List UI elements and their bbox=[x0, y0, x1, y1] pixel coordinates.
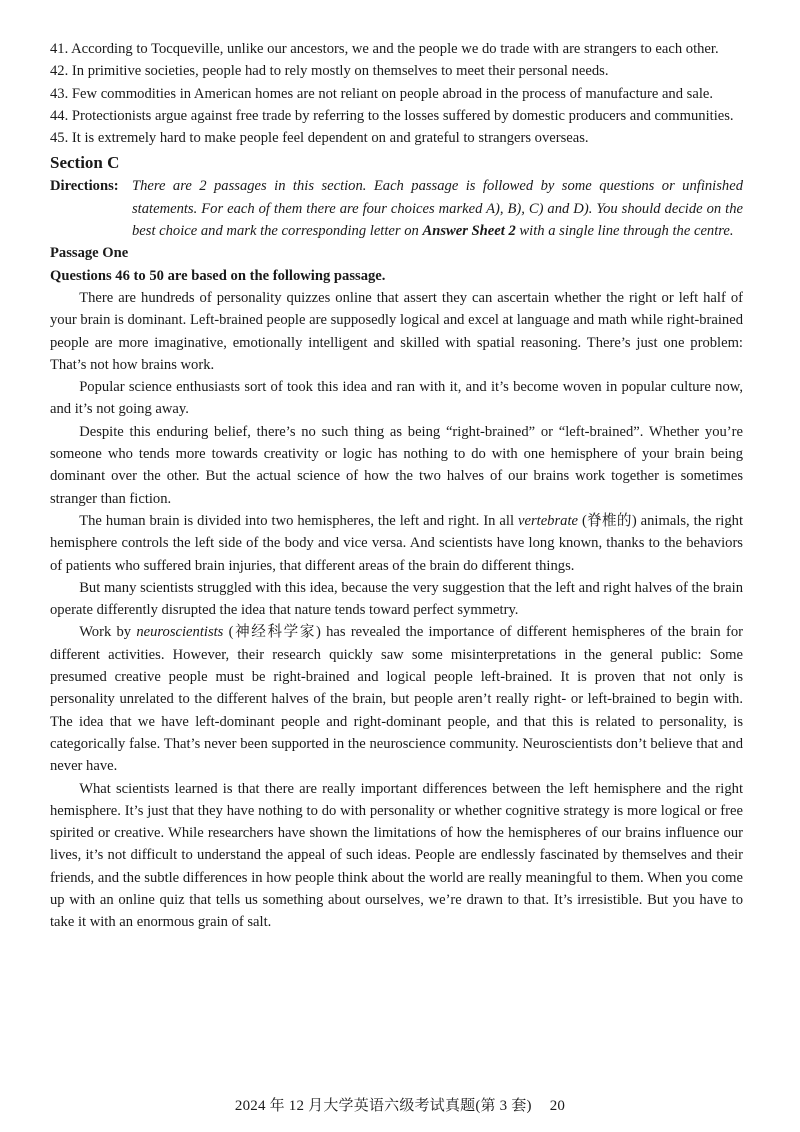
answer-sheet-ref: Answer Sheet 2 bbox=[422, 223, 516, 240]
directions-label: Directions: bbox=[50, 178, 119, 195]
chinese-gloss: (神经科学家) bbox=[228, 624, 321, 641]
statement-number: 41. bbox=[50, 41, 69, 57]
statement-number: 45. bbox=[50, 130, 69, 147]
statement-text: Protectionists argue against free trade by referring to the losses suffered by domestic producers and communities. bbox=[71, 107, 734, 124]
section-title: Section C bbox=[50, 153, 120, 173]
paragraph-6: Work by neuroscientists (神经科学家) has revealed the importance of different hemispheres of the brain for different activities. However, their research quickly saw some misinterpretations in the general public: Some presumed creative people must be right-brained and logical people left-brained. It is proven that not only is personality unrelated to the different halves of the brain, but people aren’t really right- or left-brained to begin with. The idea that we have left-dominant people and right-dominant people, and that this is related to personality, is categorically false. That’s never been supported in the neuroscience community. Neuroscientists don’t believe that and never have. bbox=[50, 624, 743, 775]
statement-45 bbox=[50, 127, 743, 149]
statement-41 bbox=[50, 38, 743, 60]
paragraph-3: Despite this enduring belief, there’s no such thing as being “right-brained” or “left-brained”. Whether you’re someone who tends more towards creativity or logic has nothing to do with one hemisphere of your brain being dominant over the other. But the actual science of how the two halves of our brains work together is sometimes stranger than fiction. bbox=[50, 423, 743, 507]
statement-text: It is extremely hard to make people feel dependent on and grateful to strangers overseas. bbox=[71, 130, 589, 147]
paragraph-5: But many scientists struggled with this idea, because the very suggestion that the left and right halves of the brain operate differently disrupted the idea that nature tends toward perfect symmetry. bbox=[50, 579, 743, 619]
directions-text: There are 2 passages in this section. Each passage is followed by some questions or unfinished statements. For each of them there are four choices marked A), B), C) and D). You should decide on the best choice and mark the corresponding letter on Answer Sheet 2 with a single line through the centre. bbox=[132, 178, 743, 240]
statement-text: According to Tocqueville, unlike our ancestors, we and the people we do trade with are strangers to each other. bbox=[71, 41, 719, 57]
question-range: Questions 46 to 50 are based on the following passage. bbox=[50, 267, 386, 284]
page-number: 20 bbox=[549, 1098, 566, 1114]
statement-number: 43. bbox=[50, 85, 69, 102]
page-footer bbox=[0, 1095, 800, 1117]
statement-43 bbox=[50, 83, 743, 105]
footer-title: 2024 年 12 月大学英语六级考试真题(第 3 套) bbox=[234, 1098, 532, 1114]
glossed-term: neuroscientists bbox=[136, 624, 224, 641]
statement-text: In primitive societies, people had to rely mostly on themselves to meet their personal needs. bbox=[71, 63, 609, 80]
statement-44 bbox=[50, 105, 743, 127]
statement-text: Few commodities in American homes are not reliant on people abroad in the process of manufacture and sale. bbox=[71, 85, 714, 102]
statement-42 bbox=[50, 60, 743, 82]
statement-list bbox=[50, 38, 743, 149]
paragraph-7: What scientists learned is that there are really important differences between the left hemisphere and the right hemisphere. It’s just that they have nothing to do with personality or whether cognitive strategy is more logical or free spirited or creative. While researchers have shown the limitations of how the hemispheres of our brains influence our lives, it’s not difficult to understand the appeal of such ideas. People are endlessly fascinated by themselves and their friends, and the subtle differences in how people think about the world are really meaningful to them. When you come up with an online quiz that tells us something about ourselves, we’re drawn to that. It’s irresistible. But you have to take it with an enormous grain of salt. bbox=[50, 780, 743, 931]
statement-number: 44. bbox=[50, 107, 69, 124]
exam-page bbox=[50, 38, 743, 934]
directions bbox=[50, 175, 743, 242]
paragraph-1: There are hundreds of personality quizzes online that assert they can ascertain whether the right or left half of your brain is dominant. Left-brained people are supposedly logical and excel at language and math while right-brained people are more imaginative, emotionally intelligent and skilled with spatial reasoning. There’s just one problem: That’s not how brains work. bbox=[50, 289, 743, 373]
passage-title: Passage One bbox=[50, 245, 129, 262]
chinese-gloss: (脊椎的) bbox=[581, 512, 637, 529]
glossed-term: vertebrate bbox=[518, 512, 578, 529]
statement-number: 42. bbox=[50, 63, 69, 80]
paragraph-2: Popular science enthusiasts sort of took this idea and ran with it, and it’s become woven in popular culture now, and it’s not going away. bbox=[50, 379, 743, 418]
paragraph-4: The human brain is divided into two hemispheres, the left and right. In all vertebrate (脊椎的) animals, the right hemisphere controls the left side of the body and vice versa. And scientists have long known, thanks to the behaviors of patients who suffered brain injuries, that different areas of the brain do different things. bbox=[50, 512, 744, 574]
passage-body bbox=[50, 287, 743, 934]
